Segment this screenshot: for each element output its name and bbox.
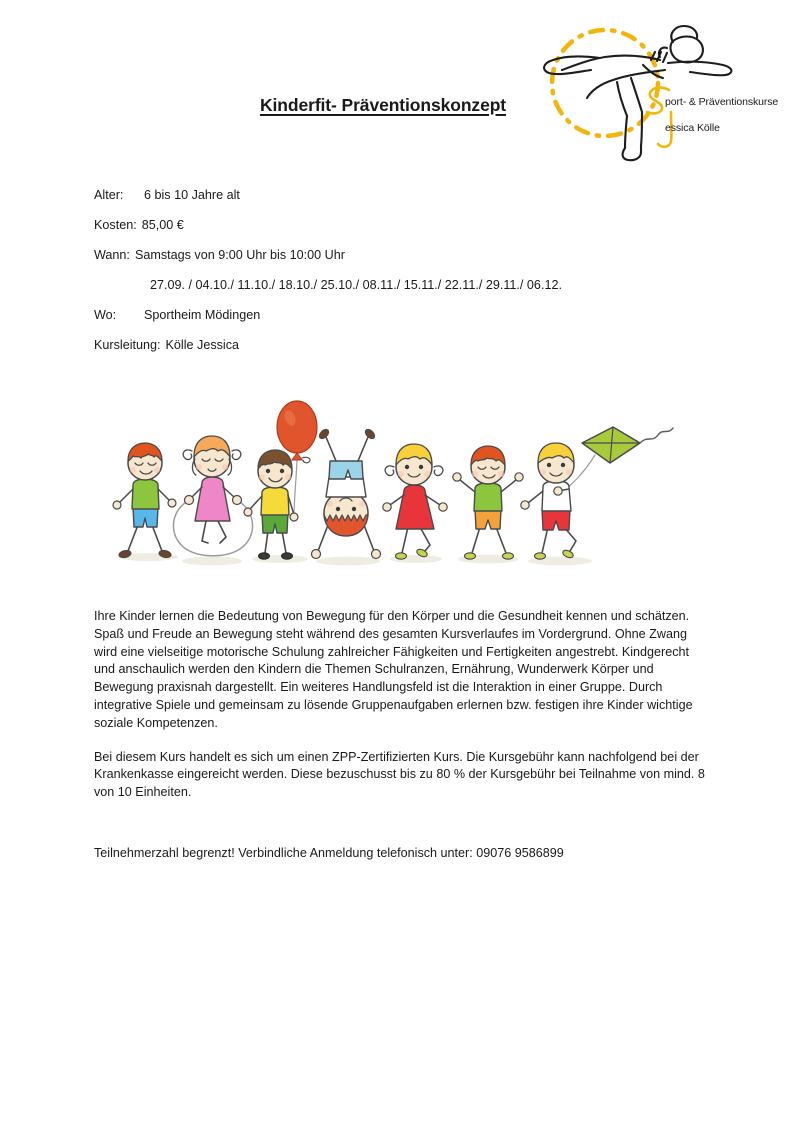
- body-text-block: [94, 608, 709, 818]
- info-label-wann: Wann:: [94, 248, 130, 262]
- info-row-kursleitung: [94, 338, 714, 352]
- logo-tagline-line2: essica Kölle: [665, 122, 720, 134]
- children-illustration-graphic: [100, 385, 680, 585]
- info-row-wann: [94, 248, 714, 262]
- info-label-alter: Alter:: [94, 188, 124, 202]
- info-value-alter: 6 bis 10 Jahre alt: [144, 188, 240, 202]
- course-info-block: [94, 188, 714, 368]
- info-row-dates: [94, 278, 714, 292]
- logo-tagline-line1: port- & Präventionskurse: [665, 96, 779, 108]
- company-logo: [505, 8, 790, 168]
- body-paragraph-2: Bei diesem Kurs handelt es sich um einen ZPP-Zertifizierten Kurs. Die Kursgebühr kann nachfolgend bei der Krankenkasse eingereicht werden. Diese bezuschusst bis zu 80 % der Kursgebühr bei Teilnahme von mind. 8 von 10 Einheiten.: [94, 749, 705, 800]
- course-dates: 27.09. / 04.10./ 11.10./ 18.10./ 25.10./ 08.11./ 15.11./ 22.11./ 29.11./ 06.12.: [150, 278, 562, 292]
- logo-graphic: [505, 8, 790, 168]
- children-illustration: [100, 385, 680, 585]
- info-row-kosten: [94, 218, 714, 232]
- info-label-wo: Wo:: [94, 308, 117, 322]
- registration-note: Teilnehmerzahl begrenzt! Verbindliche Anmeldung telefonisch unter: 09076 9586899: [94, 846, 564, 860]
- info-label-kursleitung: Kursleitung:: [94, 338, 161, 352]
- green-kite: [560, 427, 673, 493]
- info-value-wo: Sportheim Mödingen: [144, 308, 261, 322]
- info-value-kursleitung: Kölle Jessica: [165, 338, 240, 352]
- child-boy-flying-kite: [521, 443, 576, 559]
- info-row-wo: [94, 308, 714, 322]
- page-title: Kinderfit- Präventionskonzept: [260, 95, 507, 115]
- info-label-kosten: Kosten:: [94, 218, 137, 232]
- child-handstand: [312, 428, 381, 559]
- child-boy-with-balloon: [244, 450, 298, 559]
- info-value-wann: Samstags von 9:00 Uhr bis 10:00 Uhr: [134, 248, 345, 262]
- info-value-kosten: 85,00 €: [141, 218, 184, 232]
- info-row-alter: [94, 188, 714, 202]
- child-girl-red-dress: [383, 444, 447, 559]
- child-girl-jumping-rope: [173, 436, 252, 556]
- body-paragraph-1: Ihre Kinder lernen die Bedeutung von Bewegung für den Körper und die Gesundheit kennen und schätzen. Spaß und Freude an Bewegung steht während des gesamten Kursverlaufes im Vordergrund. Ohne Zwang wird eine vielseitige motorische Schulung zahlreicher Fähigkeiten und Fertigkeiten angestrebt. Kindgerecht und anschaulich werden den Kindern die Themen Schulranzen, Ernährung, Wunderwerk Körper und Bewegung praxisnah dargestellt. Ein weiteres Handlungsfeld ist die Interaktion in einer Gruppe. Durch integrative Spiele und gemeinsam zu lösende Gruppenaufgaben erlernen bzw. festigen ihre Kinder wichtige soziale Kompetenzen.: [94, 609, 693, 730]
- logo-athlete-figure: [544, 26, 731, 160]
- child-boy-walking: [113, 443, 176, 559]
- child-boy-arms-up: [453, 446, 523, 559]
- ground-shadows: [118, 553, 592, 566]
